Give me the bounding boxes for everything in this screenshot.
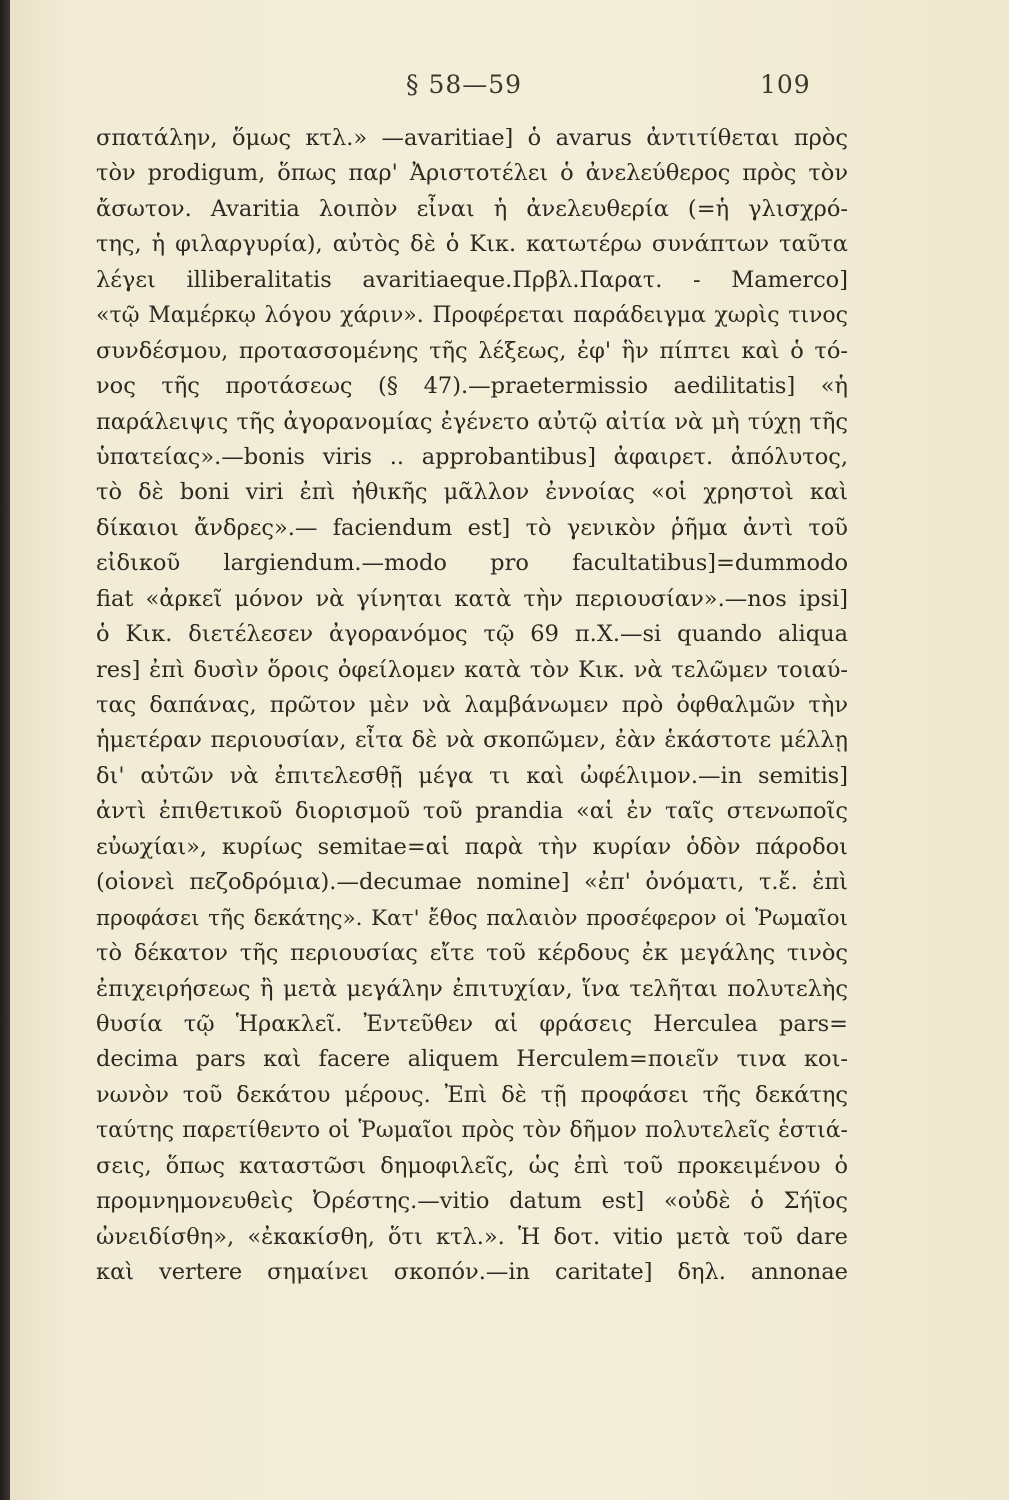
text-line: νος τῆς προτάσεως (§ 47).—praetermissio aedilitatis] «ἡ — [96, 373, 848, 400]
text-line: ἐπιχειρήσεως ἢ μετὰ μεγάλην ἐπιτυχίαν, ἵνα τελῆται πολυτελὴς — [96, 975, 848, 1002]
text-line: εἰδικοῦ largiendum.—modo pro facultatibus]=dummodo — [96, 550, 848, 577]
text-line: fiat «ἀρκεῖ μόνον νὰ γίνηται κατὰ τὴν περιουσίαν».—nos ipsi] — [96, 585, 848, 612]
text-line: σπατάλην, ὅμως κτλ.» —avaritiae] ὁ avarus ἀντιτίθεται πρὸς — [96, 125, 848, 151]
section-reference: § 58—59 — [406, 70, 523, 99]
text-line: τας δαπάνας, πρῶτον μὲν νὰ λαμβάνωμεν πρὸ ὀφθαλμῶν τὴν — [96, 692, 848, 718]
text-line: τὸν prodigum, ὅπως παρ' Ἀριστοτέλει ὁ ἀνελεύθερος πρὸς τὸν — [96, 160, 848, 187]
text-line: δι' αὐτῶν νὰ ἐπιτελεσθῇ μέγα τι καὶ ὠφέλιμον.—in semitis] — [96, 762, 848, 789]
running-header — [10, 70, 1009, 110]
text-line: δίκαιοι ἄνδρες».— faciendum est] τὸ γενικὸν ῥῆμα ἀντὶ τοῦ — [96, 514, 848, 541]
text-line: προμνημονευθεὶς Ὀρέστης.—vitio datum est] «οὐδὲ ὁ Σήϊος — [96, 1188, 848, 1215]
text-line: λέγει illiberalitatis avaritiaeque.Πρβλ.Παρατ. - Mamerco] — [96, 266, 848, 293]
text-line: ἄσωτον. Avaritia λοιπὸν εἶναι ἡ ἀνελευθερία (=ἡ γλισχρό- — [96, 195, 848, 222]
book-page — [10, 0, 1009, 1500]
text-line: res] ἐπὶ δυσὶν ὅροις ὀφείλομεν κατὰ τὸν Κικ. νὰ τελῶμεν τοιαύ- — [96, 656, 848, 683]
text-line: «τῷ Μαμέρκῳ λόγου χάριν». Προφέρεται παράδειγμα χωρὶς τινος — [96, 303, 848, 329]
text-line: ἀντὶ ἐπιθετικοῦ διορισμοῦ τοῦ prandia «αἱ ἐν ταῖς στενωποῖς — [96, 798, 848, 825]
text-line: ὠνειδίσθη», «ἐκακίσθη, ὅτι κτλ.». Ἡ δοτ. vitio μετὰ τοῦ dare — [96, 1223, 848, 1250]
text-line: προφάσει τῆς δεκάτης». Κατ' ἔθος παλαιὸν προσέφερον οἱ Ῥωμαῖοι — [96, 905, 848, 931]
book-spine-edge — [0, 0, 10, 1500]
text-line: (οἱονεὶ πεζοδρόμια).—decumae nomine] «ἐπ' ὀνόματι, τ.ἔ. ἐπὶ — [96, 869, 848, 896]
text-line: σεις, ὅπως καταστῶσι δημοφιλεῖς, ὡς ἐπὶ τοῦ προκειμένου ὁ — [96, 1152, 848, 1179]
text-line: τὸ δὲ boni viri ἐπὶ ἠθικῆς μᾶλλον ἐννοίας «οἱ χρηστοὶ καὶ — [96, 479, 848, 506]
text-line: ἡμετέραν περιουσίαν, εἶτα δὲ νὰ σκοπῶμεν, ἐὰν ἑκάστοτε μέλλῃ — [96, 727, 848, 754]
page-number: 109 — [760, 70, 811, 99]
text-line: νωνὸν τοῦ δεκάτου μέρους. Ἐπὶ δὲ τῇ προφάσει τῆς δεκάτης — [96, 1081, 848, 1108]
text-line: συνδέσμου, προτασσομένης τῆς λέξεως, ἐφ' ἣν πίπτει καὶ ὁ τό- — [96, 337, 848, 364]
text-line: decima pars καὶ facere aliquem Herculem=ποιεῖν τινα κοι- — [96, 1046, 848, 1073]
text-line: εὐωχίαι», κυρίως semitae=αἱ παρὰ τὴν κυρίαν ὁδὸν πάροδοι — [96, 833, 848, 860]
text-line: ὑπατείας».—bonis viris .. approbantibus] ἀφαιρετ. ἀπόλυτος, — [96, 443, 848, 470]
text-line: ταύτης παρετίθεντο οἱ Ῥωμαῖοι πρὸς τὸν δῆμον πολυτελεῖς ἑστιά- — [96, 1118, 848, 1144]
text-line: ὁ Κικ. διετέλεσεν ἀγορανόμος τῷ 69 π.Χ.—si quando aliqua — [96, 621, 848, 648]
text-line: παράλειψις τῆς ἀγορανομίας ἐγένετο αὐτῷ αἰτία νὰ μὴ τύχῃ τῆς — [96, 408, 848, 435]
text-line: τὸ δέκατον τῆς περιουσίας εἴτε τοῦ κέρδους ἐκ μεγάλης τινὸς — [96, 940, 848, 967]
text-line: θυσία τῷ Ἡρακλεῖ. Ἐντεῦθεν αἱ φράσεις Herculea pars= — [96, 1010, 848, 1037]
text-line: καὶ vertere σημαίνει σκοπόν.—in caritate] δηλ. annonae — [96, 1259, 848, 1285]
text-line: της, ἡ φιλαργυρία), αὐτὸς δὲ ὁ Κικ. κατωτέρω συνάπτων ταῦτα — [96, 231, 848, 258]
commentary-text — [96, 121, 848, 1290]
